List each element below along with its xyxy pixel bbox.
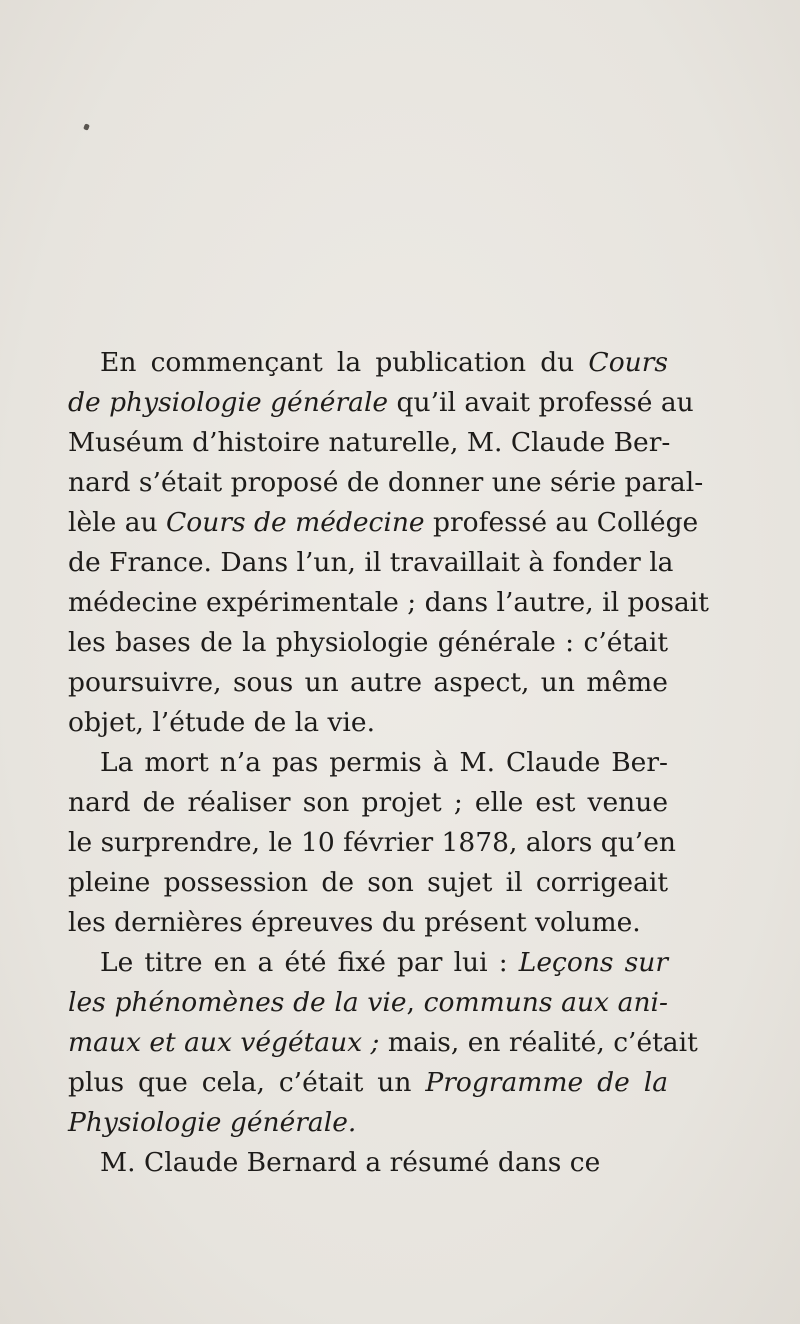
text-line xyxy=(68,863,668,903)
text-run: Cours de médecine xyxy=(166,507,425,538)
text-line xyxy=(68,503,699,543)
text-run: Muséum d’histoire naturelle, M. Claude Ber- xyxy=(68,427,671,458)
text-run: , xyxy=(406,987,424,1018)
text-line xyxy=(100,1143,668,1183)
ink-speck xyxy=(83,123,90,130)
text-line xyxy=(68,983,668,1023)
text-run: de physiologie générale xyxy=(68,387,389,418)
text-run: objet, l’étude de la vie. xyxy=(68,707,376,738)
text-run: lèle au xyxy=(68,507,167,538)
text-run: pleine possession de son sujet il corrigeait xyxy=(68,867,668,898)
text-run: professé au Collége xyxy=(424,507,699,538)
text-run: plus que cela, c’était un xyxy=(68,1067,426,1098)
text-run: de France. Dans l’un, il travaillait à fonder la xyxy=(68,547,674,578)
text-run: médecine expérimentale ; dans l’autre, il posait xyxy=(68,587,709,618)
text-line xyxy=(100,943,668,983)
text-run: nard s’était proposé de donner une série paral- xyxy=(68,467,704,498)
text-run: La mort n’a pas permis à M. Claude Ber- xyxy=(100,747,668,778)
text-run: Leçons sur xyxy=(518,947,668,978)
text-line xyxy=(68,1023,698,1063)
text-line xyxy=(68,543,674,583)
text-line xyxy=(68,423,671,463)
text-line xyxy=(68,1063,668,1103)
text-line xyxy=(68,703,668,743)
text-run: Programme de la xyxy=(425,1067,668,1098)
text-line xyxy=(68,823,676,863)
text-run: les dernières épreuves du présent volume. xyxy=(68,907,641,938)
text-run: le surprendre, le 10 février 1878, alors qu’en xyxy=(68,827,676,858)
text-line xyxy=(68,1103,668,1143)
text-run: les phénomènes de la vie xyxy=(68,987,407,1018)
text-line xyxy=(68,583,709,623)
text-line xyxy=(100,343,668,383)
text-run: M. Claude Bernard a résumé dans ce xyxy=(100,1147,601,1178)
text-run: mais, en réalité, c’était xyxy=(379,1027,698,1058)
text-run: Physiologie générale. xyxy=(68,1107,357,1138)
text-run: En commençant la publication du xyxy=(100,347,589,378)
text-line xyxy=(68,903,668,943)
text-run: Le titre en a été fixé par lui : xyxy=(100,947,519,978)
text-run: les bases de la physiologie générale : c’était xyxy=(68,627,668,658)
text-line xyxy=(68,463,704,503)
text-line xyxy=(68,383,694,423)
text-run: communs aux ani- xyxy=(423,987,668,1018)
text-line xyxy=(68,623,668,663)
text-run: poursuivre, sous un autre aspect, un même xyxy=(68,667,668,698)
text-line xyxy=(100,743,668,783)
text-run: qu’il avait professé au xyxy=(388,387,694,418)
text-run: nard de réaliser son projet ; elle est venue xyxy=(68,787,668,818)
text-run: Cours xyxy=(588,347,668,378)
text-run: maux et aux végétaux ; xyxy=(68,1027,380,1058)
text-line xyxy=(68,663,668,703)
text-line xyxy=(68,783,668,823)
